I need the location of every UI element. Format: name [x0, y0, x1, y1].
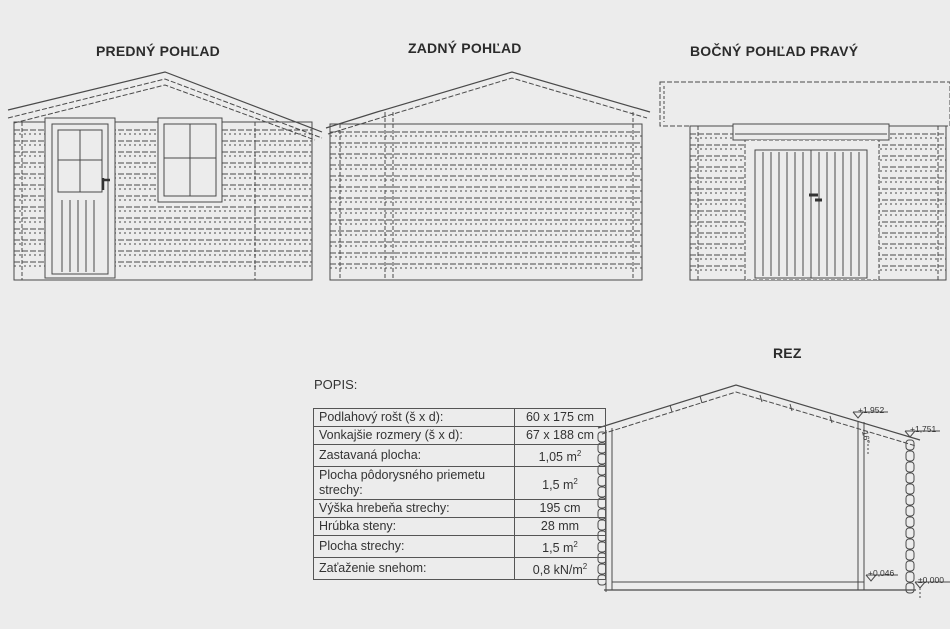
specs-label: Plocha pôdorysného priemetu strechy:: [314, 467, 515, 500]
specs-label: Vonkajšie rozmery (š x d):: [314, 427, 515, 445]
specs-row: [314, 518, 606, 536]
back-view-drawing: [326, 72, 650, 280]
popis-heading: POPIS:: [314, 377, 358, 392]
specs-row: [314, 409, 606, 427]
specs-label: Zastavaná plocha:: [314, 445, 515, 467]
floor-level-label: +0,046: [868, 568, 895, 578]
specs-row: [314, 536, 606, 558]
specs-label: Zaťaženie snehom:: [314, 558, 515, 580]
specs-row: [314, 558, 606, 580]
specs-label: Hrúbka steny:: [314, 518, 515, 536]
front-view-title: PREDNÝ POHĽAD: [96, 43, 220, 59]
specs-label: Výška hrebeňa strechy:: [314, 500, 515, 518]
specs-value: 1,5 $m^2$: [515, 536, 606, 558]
back-view-title: ZADNÝ POHĽAD: [408, 40, 522, 56]
specs-value: 67 x 188 cm: [515, 427, 606, 445]
section-view-title: REZ: [773, 345, 802, 361]
specs-value: 1,05 $m^2$: [515, 445, 606, 467]
specs-row: [314, 467, 606, 500]
ground-level-label: ±0,000: [918, 575, 944, 585]
specs-row: [314, 445, 606, 467]
side-view-title: BOČNÝ POHĽAD PRAVÝ: [690, 43, 859, 59]
specs-value: 0,8 $kN/m^2$: [515, 558, 606, 580]
eave-level-label: +1,751: [910, 424, 937, 434]
specs-value: 60 x 175 cm: [515, 409, 606, 427]
ridge-level-label: +1,952: [858, 405, 885, 415]
specs-label: Plocha strechy:: [314, 536, 515, 558]
side-view-drawing: [660, 82, 950, 280]
specs-row: [314, 500, 606, 518]
section-drawing: [598, 385, 950, 600]
specs-value: 1,5 $m^2$: [515, 467, 606, 500]
specs-value: 195 cm: [515, 500, 606, 518]
roof-slope-label: 16°: [860, 430, 873, 445]
specs-value: 28 mm: [515, 518, 606, 536]
specs-label: Podlahový rošt (š x d):: [314, 409, 515, 427]
front-view-drawing: [8, 72, 322, 280]
specs-row: [314, 427, 606, 445]
specs-table: [313, 408, 606, 580]
